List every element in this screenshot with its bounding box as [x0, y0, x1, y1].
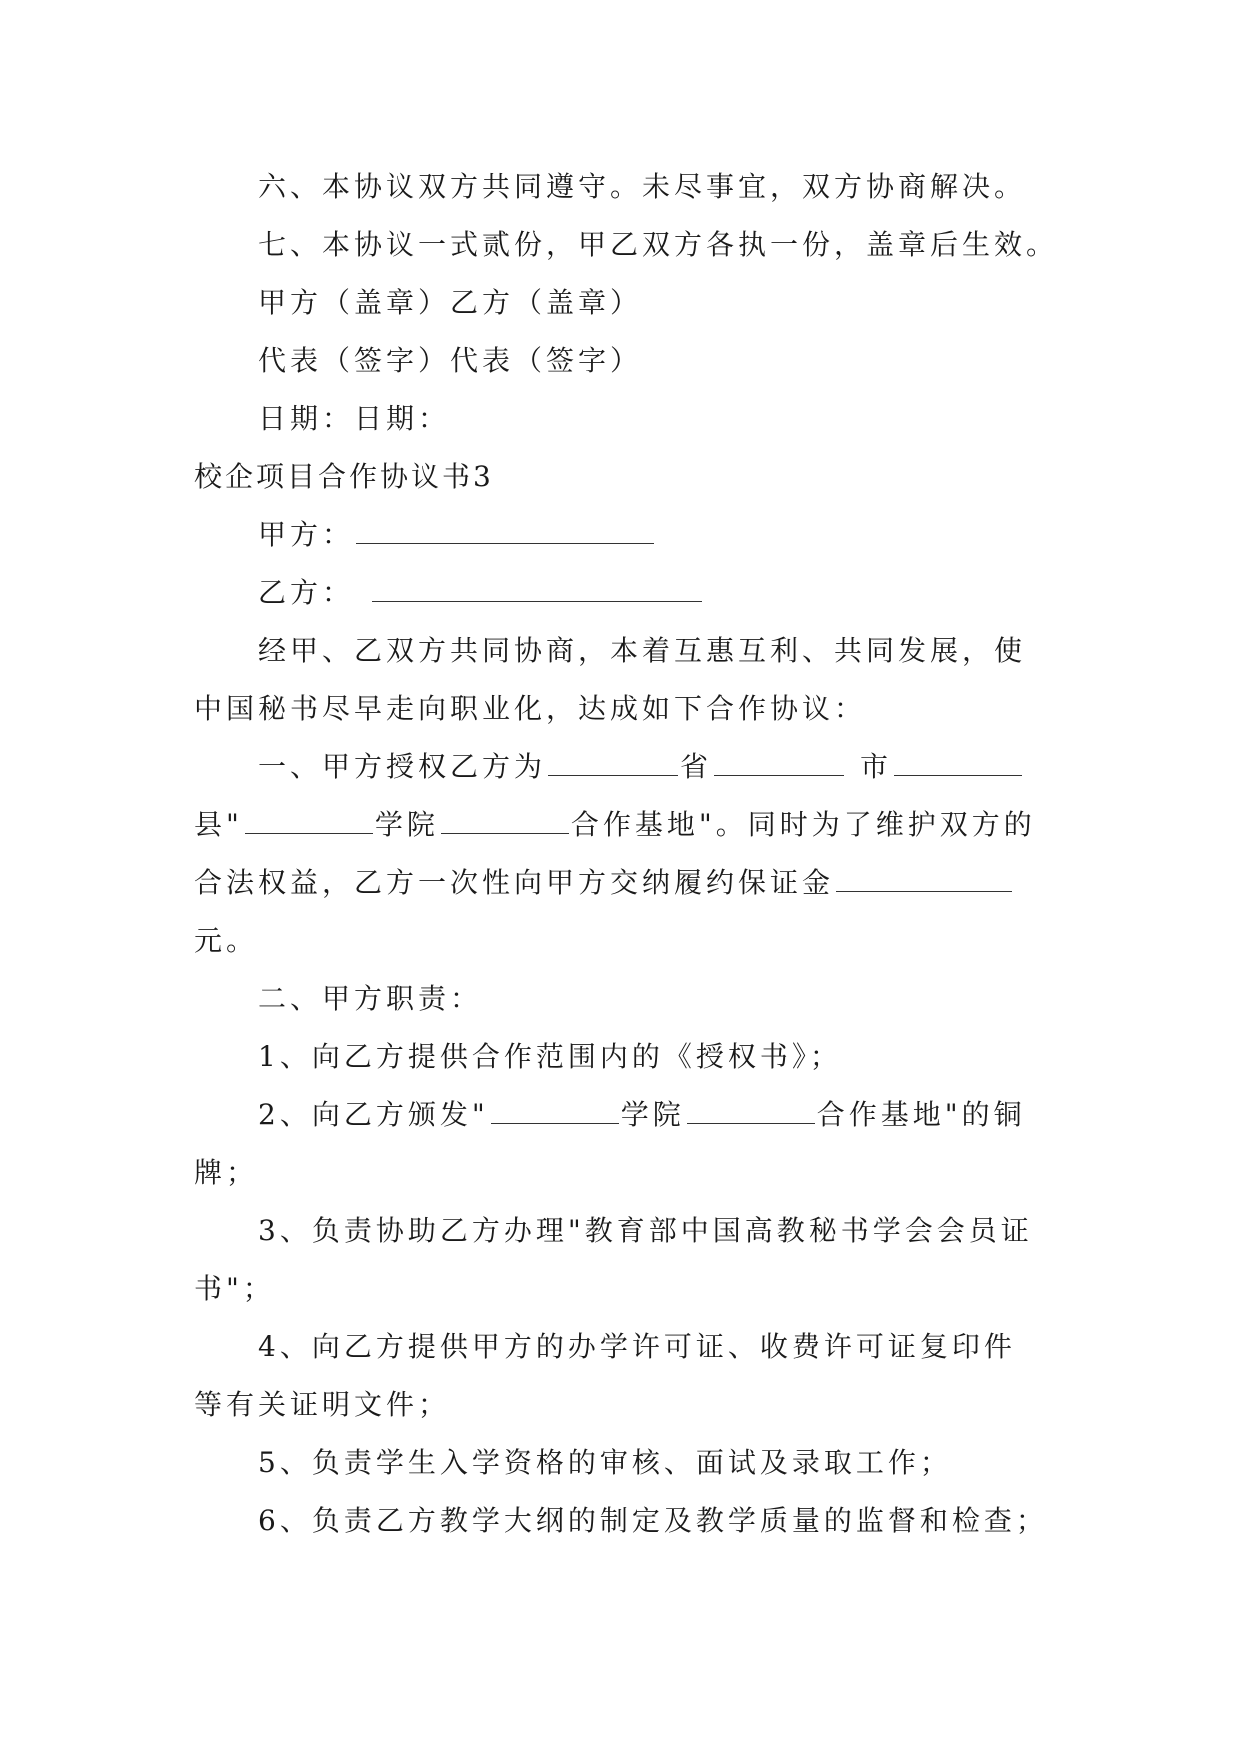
plaque-base-blank — [687, 1103, 815, 1124]
province-blank — [548, 755, 678, 776]
party-a-line — [194, 506, 1054, 564]
college-blank — [441, 813, 569, 834]
date-line: 日期：日期： — [258, 402, 451, 435]
party-a-label: 甲方： — [258, 518, 355, 551]
article-one-line-4: 元。 — [194, 924, 259, 957]
preamble-line-2: 中国秘书尽早走向职业化，达成如下合作协议： — [194, 692, 867, 725]
duty-item-2-text: 2、向乙方颁发" — [258, 1098, 489, 1131]
duty-item-3-line-2: 书"； — [194, 1272, 275, 1305]
duty-item-2-line-1 — [194, 1086, 1054, 1144]
signature-line: 代表（签字）代表（签字） — [258, 344, 643, 377]
college-label: 学院 — [374, 808, 439, 841]
article-one-text: 一、甲方授权乙方为 — [258, 750, 547, 783]
county-blank — [245, 813, 373, 834]
duty-item-3-line-1: 3、负责协助乙方办理"教育部中国高教秘书学会会员证 — [258, 1214, 1033, 1247]
city-label: 市 — [860, 750, 893, 783]
seal-line: 甲方（盖章）乙方（盖章） — [258, 286, 643, 319]
base-label: 合作基地"。同时为了维护双方的 — [570, 808, 1036, 841]
party-b-line — [194, 564, 1054, 622]
city-blank-gap — [714, 755, 844, 776]
deposit-blank — [836, 871, 1012, 892]
document-body — [194, 158, 1059, 1550]
county-label: 县" — [194, 808, 243, 841]
duty-item-6: 6、负责乙方教学大纲的制定及教学质量的监督和检查； — [258, 1504, 1048, 1537]
clause-six: 六、本协议双方共同遵守。未尽事宜，双方协商解决。 — [258, 170, 1027, 203]
article-one-line-2 — [194, 796, 1054, 854]
city-blank — [894, 755, 1022, 776]
duty-item-4-line-2: 等有关证明文件； — [194, 1388, 451, 1421]
duty-item-5: 5、负责学生入学资格的审核、面试及录取工作； — [258, 1446, 952, 1479]
party-b-blank — [372, 581, 702, 602]
plaque-base-label: 合作基地"的铜 — [816, 1098, 1026, 1131]
party-b-label: 乙方： — [258, 576, 355, 609]
duty-item-2-line-2: 牌； — [194, 1156, 259, 1189]
preamble-line-1: 经甲、乙双方共同协商，本着互惠互利、共同发展，使 — [258, 634, 1027, 667]
party-a-blank — [356, 523, 654, 544]
plaque-college-label: 学院 — [620, 1098, 685, 1131]
duty-item-1: 1、向乙方提供合作范围内的《授权书》； — [258, 1040, 842, 1073]
province-label: 省 — [680, 750, 713, 783]
article-one-line-3 — [194, 854, 1054, 912]
plaque-college-blank — [491, 1103, 619, 1124]
deposit-text: 合法权益，乙方一次性向甲方交纳履约保证金 — [194, 866, 835, 899]
section-title: 校企项目合作协议书3 — [194, 460, 494, 493]
duty-item-4-line-1: 4、向乙方提供甲方的办学许可证、收费许可证复印件 — [258, 1330, 1016, 1363]
article-two-heading: 二、甲方职责： — [258, 982, 483, 1015]
clause-seven: 七、本协议一式贰份，甲乙双方各执一份，盖章后生效。 — [258, 228, 1059, 261]
article-one-line-1 — [194, 738, 1054, 796]
